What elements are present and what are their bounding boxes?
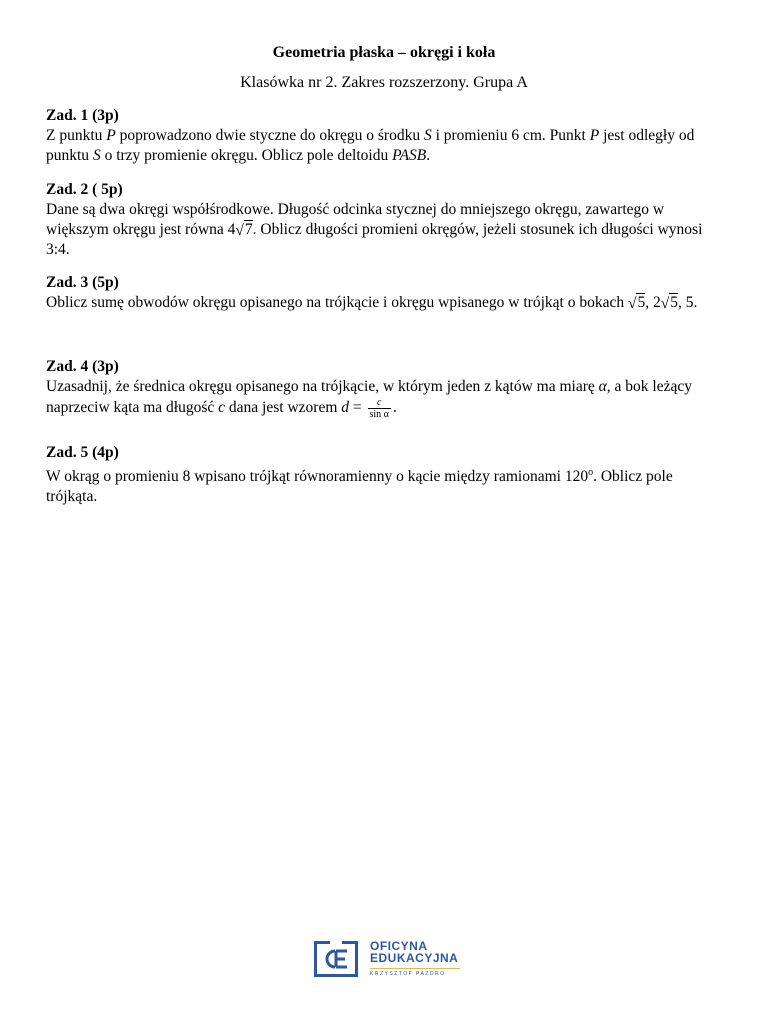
task-2-text (46, 200, 726, 260)
radicand: 7 (244, 221, 253, 238)
text-fragment: Oblicz sumę obwodów okręgu opisanego na trójkącie i okręgu wpisanego w trójkąt o bokach (46, 294, 628, 311)
kite-name: PASB (392, 147, 427, 164)
radicand: 5 (670, 294, 678, 311)
point-s: S (92, 147, 101, 164)
text-fragment: i promieniu 6 cm. Punkt (431, 127, 590, 144)
task-2 (46, 180, 726, 260)
task-5 (46, 443, 726, 507)
task-3-text (46, 293, 726, 313)
radicand: 5 (637, 294, 646, 311)
text-fragment: , a bok leżący naprzeciw kąta ma długość (46, 378, 692, 417)
point-p: P (106, 127, 116, 144)
text-fragment: W okrąg o promieniu 8 wpisano trójkąt równoramienny o kącie między ramionami 120 (46, 468, 589, 486)
text-fragment: . (392, 399, 397, 417)
text-fragment: jest odległy od punktu (46, 127, 695, 164)
task-3-heading: Zad. 3 (5p) (46, 274, 119, 291)
text-fragment: Z punktu (46, 127, 107, 144)
alpha-symbol: α (598, 378, 607, 395)
page-subtitle: Klasówka nr 2. Zakres rozszerzony. Grupa A (240, 74, 528, 91)
task-5-heading: Zad. 5 (4p) (46, 444, 119, 461)
fraction (368, 397, 391, 420)
diameter-d: d (341, 399, 350, 417)
task-3 (46, 273, 726, 313)
sqrt-expression: √5 (627, 294, 646, 312)
logo-line-1: OFICYNA (370, 939, 428, 953)
fraction-denominator: sin α (369, 409, 389, 420)
text-fragment: , 2 (645, 294, 661, 311)
page-title: Geometria płaska – okręgi i koła (272, 44, 496, 61)
side-c: c (218, 399, 226, 417)
fraction-numerator: c (368, 397, 391, 409)
text-fragment: , 5. (678, 294, 698, 311)
task-4-text (46, 377, 726, 420)
publisher-logo (314, 939, 464, 981)
logo-mark-icon (314, 941, 358, 977)
task-4 (46, 357, 726, 420)
task-2-heading: Zad. 2 ( 5p) (46, 181, 123, 198)
point-p: P (589, 127, 600, 144)
logo-divider (370, 968, 460, 969)
text-fragment: Dane są dwa okręgi współśrodkowe. Długość odcinka stycznej do mniejszego okręgu, zawartego w większym okręgu jest równa 4 (46, 201, 665, 238)
text-fragment: o trzy promienie okręgu. Oblicz pole deltoidu (100, 147, 393, 164)
text-fragment: . Oblicz długości promieni okręgów, jeżeli stosunek ich długości wynosi 3:4. (46, 221, 703, 258)
logo-line-3: KRZYSZTOF PAZDRO (370, 971, 446, 977)
text-fragment: . Oblicz pole trójkąta. (46, 468, 673, 506)
equals-sign: = (349, 399, 366, 417)
task-1-heading: Zad. 1 (3p) (46, 107, 119, 124)
task-5-text (46, 463, 726, 507)
logo-line-2: EDUKACYJNA (370, 951, 459, 965)
text-fragment: . (426, 147, 431, 164)
text-fragment: dana jest wzorem (225, 399, 342, 417)
point-s: S (423, 127, 432, 144)
task-4-heading: Zad. 4 (3p) (46, 358, 119, 375)
text-fragment: poprowadzono dwie styczne do okręgu o środku (115, 127, 424, 144)
task-1-text (46, 126, 726, 166)
degree-mark: o (588, 467, 594, 478)
sqrt-expression: √7 (235, 221, 253, 239)
task-1 (46, 106, 726, 166)
text-fragment: Uzasadnij, że średnica okręgu opisanego na trójkącie, w którym jeden z kątów ma miarę (46, 378, 599, 395)
sqrt-expression: √5 (660, 294, 678, 312)
